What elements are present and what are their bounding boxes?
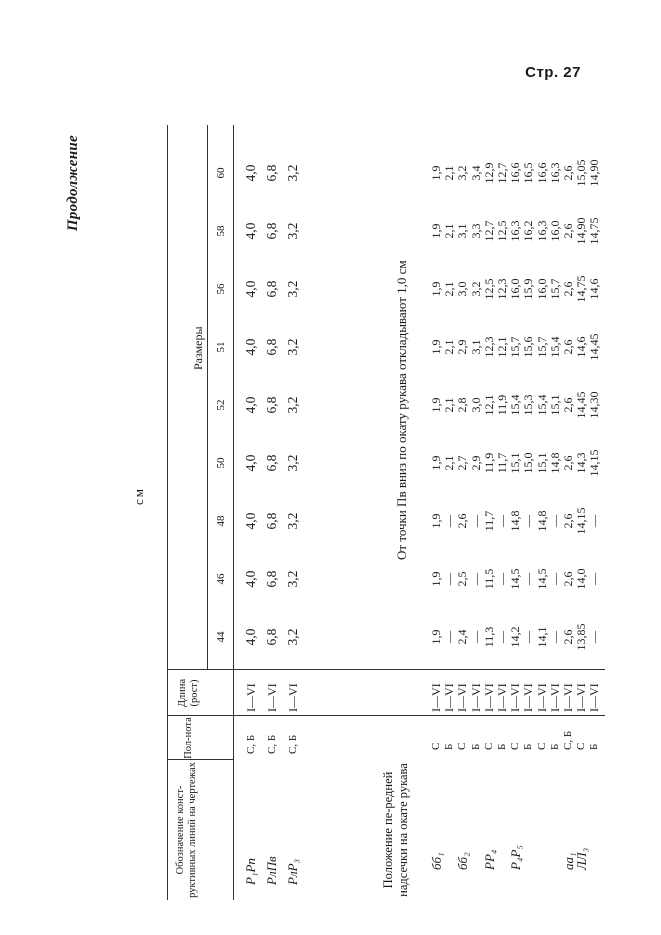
page-number: Стр. 27 (525, 64, 581, 81)
row-group: С (509, 742, 521, 750)
cell-50: 1,9 (429, 455, 443, 471)
rotated-table-page (65, 125, 605, 900)
cell-58: 6,8 (264, 222, 279, 240)
cell-50: 14,3 (574, 452, 588, 474)
row-height: I—VI (508, 683, 522, 712)
cell-46: — (495, 573, 509, 585)
row-height: I—VI (561, 683, 575, 712)
cell-58: 3,3 (469, 223, 483, 239)
cell-56: 12,3 (495, 278, 509, 300)
cell-48: 14,8 (535, 510, 549, 532)
cell-58: 16,3 (508, 220, 522, 242)
row-group: С (536, 742, 548, 750)
cell-48: — (587, 515, 601, 527)
row-group: С, Б (245, 734, 257, 754)
cell-50: 15,0 (521, 452, 535, 474)
cell-58: 4,0 (243, 222, 258, 240)
cell-56: 16,0 (535, 278, 549, 300)
cell-52: 2,8 (455, 397, 469, 413)
cell-60: 2,1 (442, 165, 456, 181)
cell-44: — (469, 631, 483, 643)
size-col-56: 56 (215, 283, 227, 295)
cell-44: 6,8 (264, 628, 279, 646)
cell-56: 2,6 (561, 281, 575, 297)
row-group: С (483, 742, 495, 750)
row-designation: РлПв (264, 856, 279, 885)
row-group: С, Б (266, 734, 278, 754)
cell-56: 3,0 (455, 281, 469, 297)
row-height: I—VI (265, 683, 279, 712)
cell-52: 2,6 (561, 397, 575, 413)
cell-60: 14,90 (587, 159, 601, 187)
row-height: I—VI (429, 683, 443, 712)
size-col-51: 51 (215, 341, 227, 353)
cell-51: 15,7 (508, 336, 522, 358)
cell-52: 1,9 (429, 397, 443, 413)
column-divider-height (167, 669, 605, 670)
cell-44: — (495, 631, 509, 643)
cell-52: 4,0 (243, 396, 258, 414)
row-group: С (575, 742, 587, 750)
cell-56: 1,9 (429, 281, 443, 297)
size-col-48: 48 (215, 515, 227, 527)
cell-51: 12,3 (482, 336, 496, 358)
cell-46: 2,5 (455, 571, 469, 587)
row-group: С, Б (562, 730, 574, 750)
cell-50: 6,8 (264, 454, 279, 472)
cell-52: 12,1 (482, 394, 496, 416)
cell-52: 15,3 (521, 394, 535, 416)
cell-60: 4,0 (243, 164, 258, 182)
cell-56: 14,6 (587, 278, 601, 300)
cell-48: — (469, 515, 483, 527)
cell-50: 11,9 (482, 452, 496, 474)
cell-44: 3,2 (285, 628, 300, 646)
row-height: I—VI (574, 683, 588, 712)
cell-58: 12,7 (482, 220, 496, 242)
cell-51: 3,1 (469, 339, 483, 355)
cell-46: 3,2 (285, 570, 300, 588)
cell-52: 3,0 (469, 397, 483, 413)
cell-52: 11,9 (495, 394, 509, 416)
cell-50: 11,7 (495, 452, 509, 474)
cell-50: 2,6 (561, 455, 575, 471)
cell-60: 16,6 (535, 162, 549, 184)
cell-51: 15,4 (548, 336, 562, 358)
cell-56: 15,9 (521, 278, 535, 300)
cell-50: 2,7 (455, 455, 469, 471)
header-height: Длина (рост) (177, 678, 200, 708)
cell-46: 6,8 (264, 570, 279, 588)
row-designation: бб₁ (429, 852, 444, 870)
cell-44: — (442, 631, 456, 643)
cell-56: 2,1 (442, 281, 456, 297)
cell-52: 15,1 (548, 394, 562, 416)
row-designation: аа₁ (561, 852, 576, 870)
cell-51: 14,6 (574, 336, 588, 358)
cell-46: 1,9 (429, 571, 443, 587)
row-height: I—VI (244, 683, 258, 712)
cell-50: 2,9 (469, 455, 483, 471)
cell-60: 12,9 (482, 162, 496, 184)
continuation-label: Продолжение (65, 135, 81, 232)
cell-60: 2,6 (561, 165, 575, 181)
cell-51: 6,8 (264, 338, 279, 356)
cell-58: 12,5 (495, 220, 509, 242)
cell-58: 14,90 (574, 217, 588, 245)
cell-52: 14,45 (574, 391, 588, 419)
cell-50: 14,15 (587, 449, 601, 477)
unit-label: см (131, 487, 146, 505)
cell-48: 2,6 (561, 513, 575, 529)
row-height: I—VI (548, 683, 562, 712)
cell-50: 2,1 (442, 455, 456, 471)
cell-60: 15,05 (574, 159, 588, 187)
row-group: Б (470, 743, 482, 750)
size-col-58: 58 (215, 225, 227, 237)
cell-48: 2,6 (455, 513, 469, 529)
cell-44: 2,4 (455, 629, 469, 645)
row-group: Б (549, 743, 561, 750)
size-col-50: 50 (215, 457, 227, 469)
cell-51: 15,6 (521, 336, 535, 358)
cell-56: 16,0 (508, 278, 522, 300)
cell-46: 11,5 (482, 568, 496, 590)
row-designation: РлР₃ (285, 858, 300, 885)
row-height: I—VI (482, 683, 496, 712)
cell-60: 6,8 (264, 164, 279, 182)
cell-51: 14,45 (587, 333, 601, 361)
cell-60: 16,5 (521, 162, 535, 184)
cell-58: 3,2 (285, 222, 300, 240)
cell-60: 3,2 (285, 164, 300, 182)
cell-56: 3,2 (285, 280, 300, 298)
cell-52: 2,1 (442, 397, 456, 413)
cell-56: 12,5 (482, 278, 496, 300)
cell-58: 3,1 (455, 223, 469, 239)
cell-60: 3,2 (455, 165, 469, 181)
cell-51: 12,1 (495, 336, 509, 358)
cell-46: — (521, 573, 535, 585)
cell-50: 15,1 (535, 452, 549, 474)
cell-46: — (548, 573, 562, 585)
row-group: Б (522, 743, 534, 750)
cell-56: 14,75 (574, 275, 588, 303)
cell-48: 1,9 (429, 513, 443, 529)
cell-58: 16,0 (548, 220, 562, 242)
cell-46: 14,5 (508, 568, 522, 590)
size-col-44: 44 (215, 631, 227, 643)
cell-60: 16,3 (548, 162, 562, 184)
cell-44: 4,0 (243, 628, 258, 646)
cell-48: — (442, 515, 456, 527)
cell-60: 3,4 (469, 165, 483, 181)
column-divider-group (167, 715, 605, 716)
cell-50: 3,2 (285, 454, 300, 472)
row-height: I—VI (587, 683, 601, 712)
row-group: Б (496, 743, 508, 750)
row-group: С (456, 742, 468, 750)
cell-51: 2,6 (561, 339, 575, 355)
cell-44: — (587, 631, 601, 643)
row-designation: Р₄Р₅ (508, 845, 523, 870)
header-group: Пол-нота (183, 717, 194, 759)
row-designation: РР₄ (482, 849, 497, 870)
cell-44: 11,3 (482, 626, 496, 648)
header-sizes: Размеры (191, 326, 205, 370)
cell-48: 6,8 (264, 512, 279, 530)
section-note: От точки Пв вниз по окату рукава откладывают 1,0 см (394, 260, 409, 560)
cell-46: 2,6 (561, 571, 575, 587)
cell-52: 15,4 (508, 394, 522, 416)
cell-46: — (469, 573, 483, 585)
cell-44: — (548, 631, 562, 643)
row-height: I—VI (455, 683, 469, 712)
size-col-52: 52 (215, 399, 227, 411)
cell-48: — (548, 515, 562, 527)
cell-56: 6,8 (264, 280, 279, 298)
cell-46: 14,5 (535, 568, 549, 590)
header-bottom-border (233, 125, 234, 900)
cell-51: 4,0 (243, 338, 258, 356)
row-group: С (430, 742, 442, 750)
cell-48: 3,2 (285, 512, 300, 530)
cell-56: 15,7 (548, 278, 562, 300)
cell-50: 4,0 (243, 454, 258, 472)
cell-46: 14,0 (574, 568, 588, 590)
cell-51: 2,9 (455, 339, 469, 355)
cell-52: 6,8 (264, 396, 279, 414)
cell-46: — (587, 573, 601, 585)
cell-58: 2,6 (561, 223, 575, 239)
cell-44: 14,1 (535, 626, 549, 648)
cell-58: 2,1 (442, 223, 456, 239)
cell-44: — (521, 631, 535, 643)
cell-51: 2,1 (442, 339, 456, 355)
cell-44: 14,2 (508, 626, 522, 648)
cell-60: 1,9 (429, 165, 443, 181)
section-title: Положение пе-редней надсечки на окате рукава (381, 763, 410, 897)
cell-46: — (442, 573, 456, 585)
cell-51: 3,2 (285, 338, 300, 356)
cell-56: 4,0 (243, 280, 258, 298)
cell-50: 14,8 (548, 452, 562, 474)
cell-58: 1,9 (429, 223, 443, 239)
cell-56: 3,2 (469, 281, 483, 297)
cell-60: 16,6 (508, 162, 522, 184)
cell-48: 14,8 (508, 510, 522, 532)
cell-48: 14,15 (574, 507, 588, 535)
cell-52: 14,30 (587, 391, 601, 419)
sizes-subheader-border (207, 125, 208, 670)
cell-44: 1,9 (429, 629, 443, 645)
row-height: I—VI (521, 683, 535, 712)
cell-48: 4,0 (243, 512, 258, 530)
header-designation: Обозначение конст-руктивных линий на чертежах (175, 762, 198, 898)
cell-52: 3,2 (285, 396, 300, 414)
cell-60: 12,7 (495, 162, 509, 184)
cell-44: 13,85 (574, 623, 588, 651)
cell-48: — (521, 515, 535, 527)
table-top-border (167, 125, 168, 900)
cell-48: 11,7 (482, 510, 496, 532)
row-designation: бб₂ (455, 852, 470, 870)
row-height: I—VI (442, 683, 456, 712)
row-designation: Р₁Рп (243, 858, 258, 885)
row-height: I—VI (286, 683, 300, 712)
cell-58: 16,3 (535, 220, 549, 242)
cell-48: — (495, 515, 509, 527)
row-group: Б (588, 743, 600, 750)
row-height: I—VI (535, 683, 549, 712)
row-group: Б (443, 743, 455, 750)
size-col-60: 60 (215, 167, 227, 179)
cell-44: 2,6 (561, 629, 575, 645)
cell-50: 15,1 (508, 452, 522, 474)
cell-51: 15,7 (535, 336, 549, 358)
size-col-46: 46 (215, 573, 227, 585)
header-divider-1 (167, 759, 233, 760)
cell-58: 16,2 (521, 220, 535, 242)
row-height: I—VI (469, 683, 483, 712)
cell-52: 15,4 (535, 394, 549, 416)
row-designation: ЛЛ₃ (574, 847, 589, 870)
cell-51: 1,9 (429, 339, 443, 355)
row-group: С, Б (287, 734, 299, 754)
row-height: I—VI (495, 683, 509, 712)
cell-46: 4,0 (243, 570, 258, 588)
cell-58: 14,75 (587, 217, 601, 245)
